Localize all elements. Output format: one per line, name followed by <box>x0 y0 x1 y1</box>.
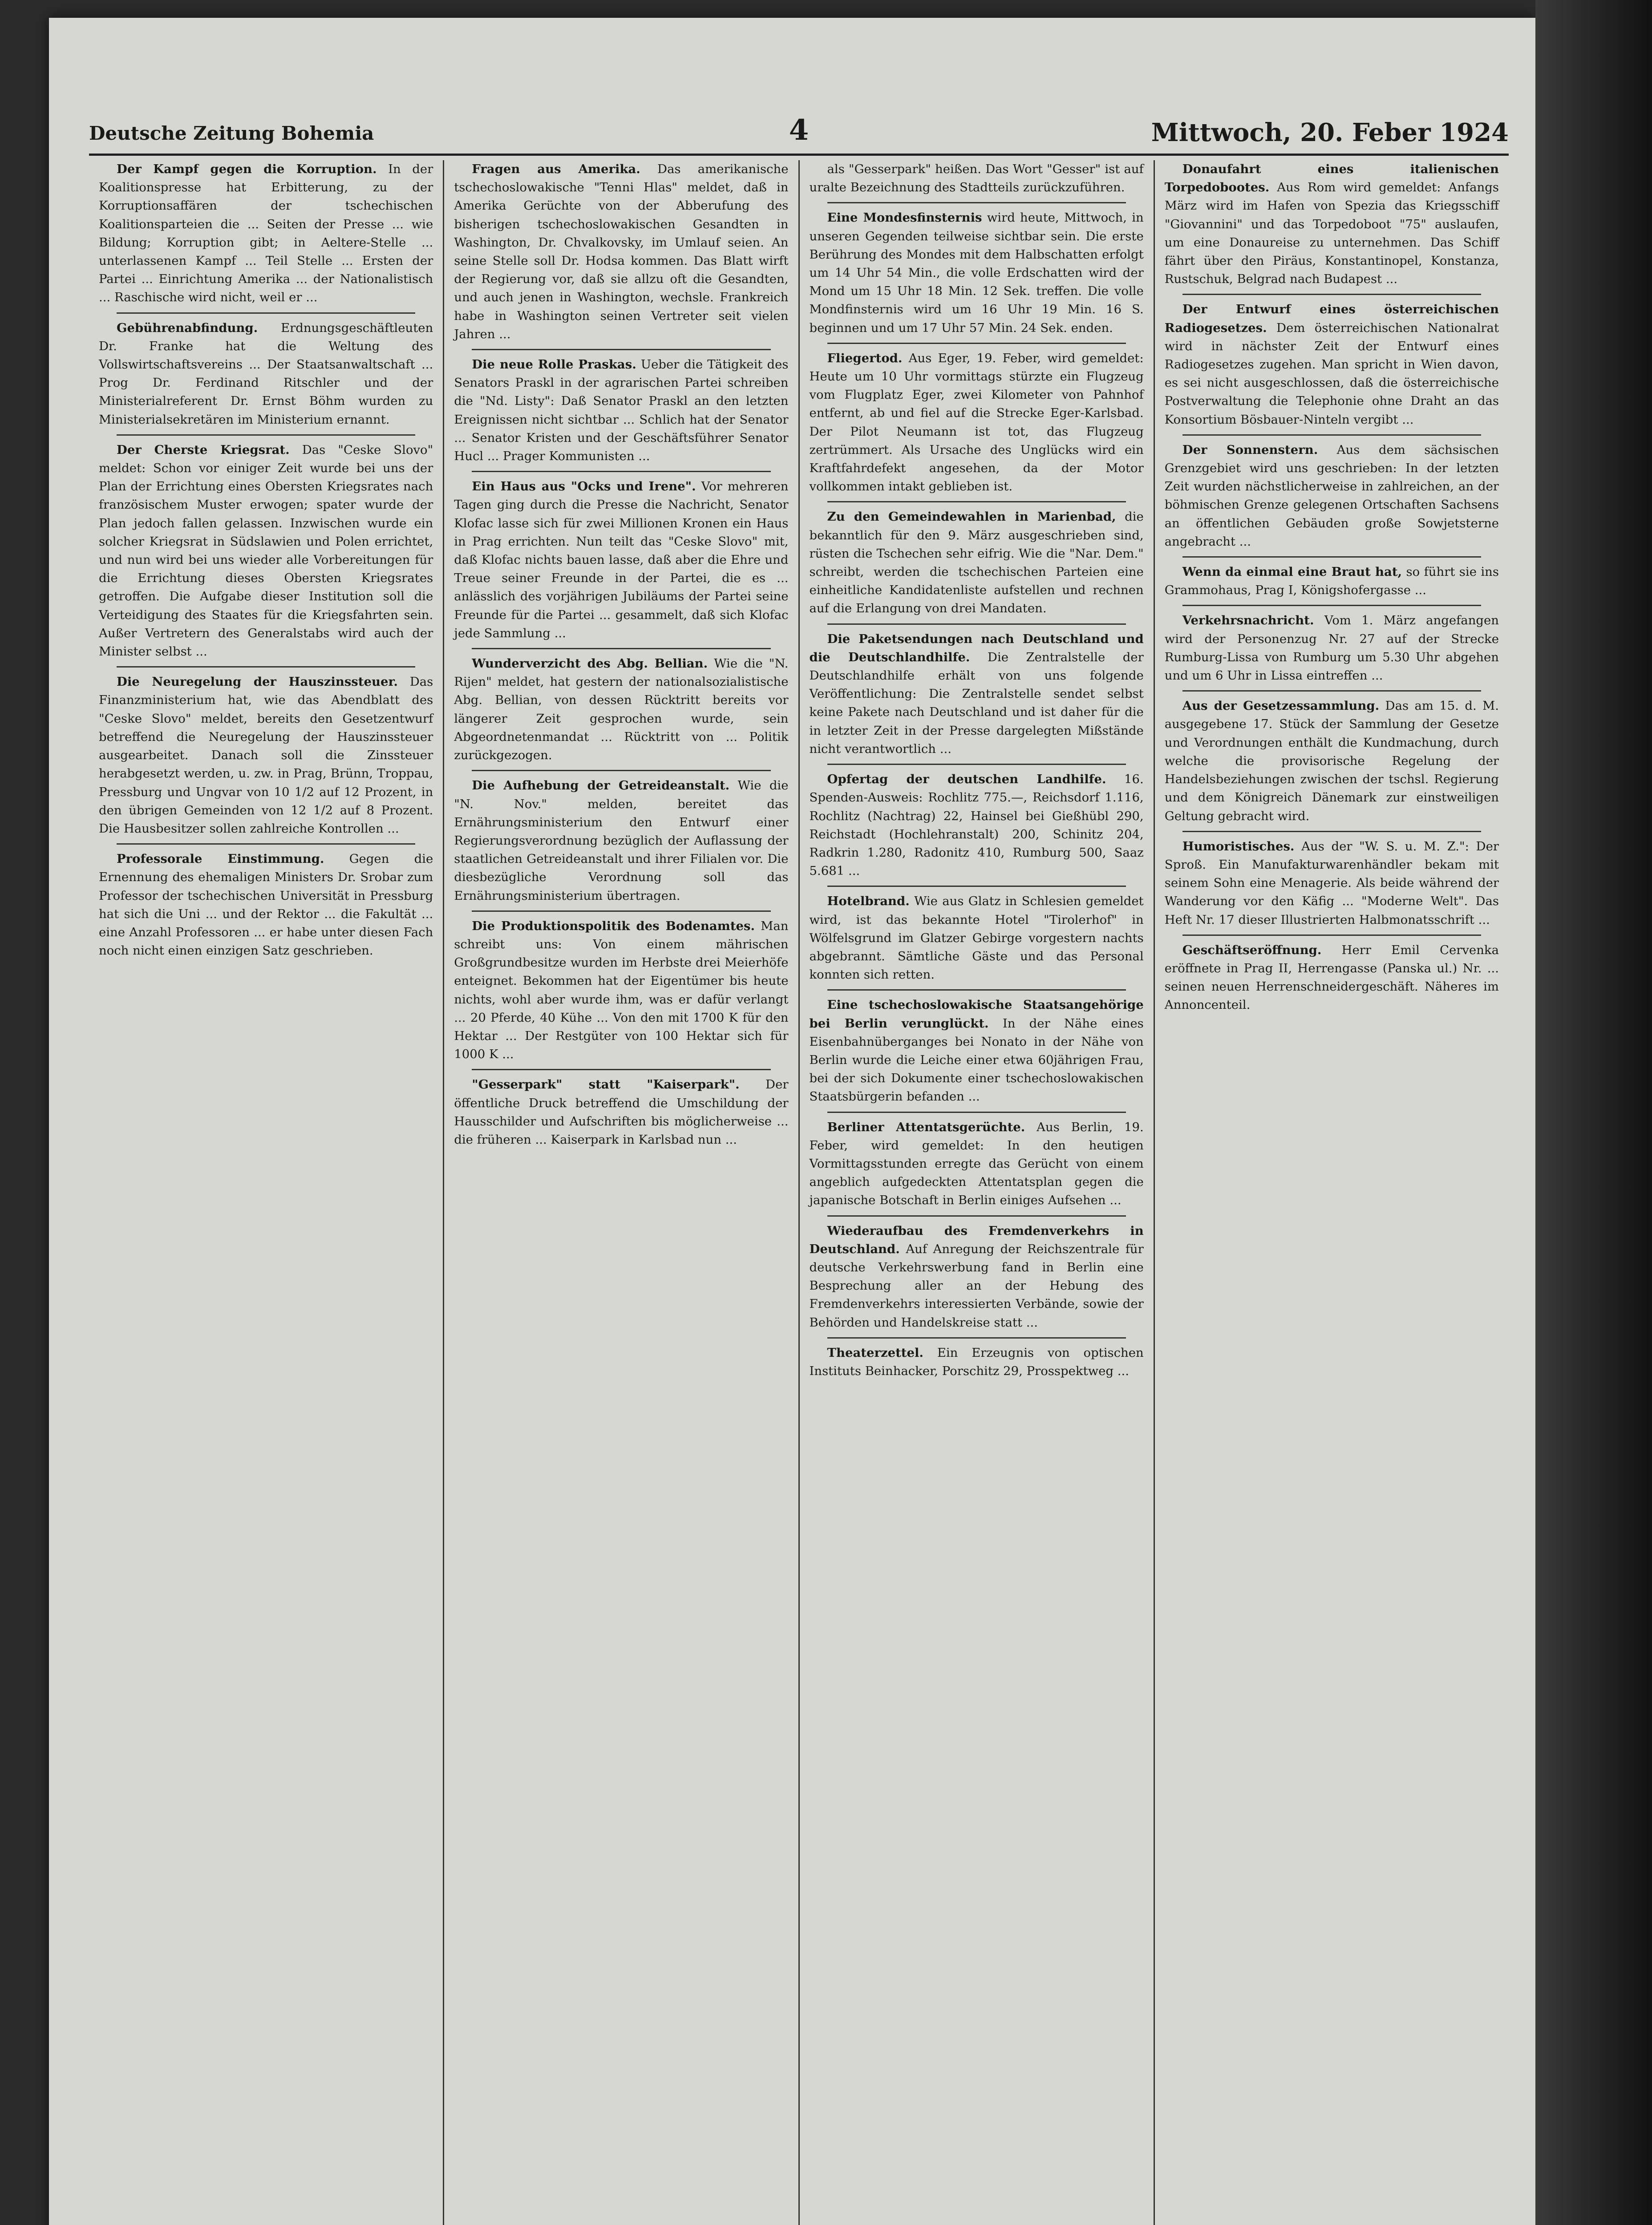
article-divider <box>827 202 1126 203</box>
article-body: Gegen die Ernennung des ehemaligen Ministers Dr. Srobar zum Professor der tschechischen Universität in Pressburg hat sich die Uni ... und der Rektor ... die Fakultät ... eine Anzahl Professoren ... er habe unter diesen Fach noch nicht einen einzigen Satz geschrieben. <box>99 852 433 958</box>
article-body: Man schreibt uns: Von einem mährischen Großgrundbesitze wurden im Herbste drei Meierhöfe enteignet. Bekommen hat der Eigentümer bis heute nichts, wohl aber wurde ihm, was er dafür verlangt ... 20 Pferde, 40 Kühe ... Von den mit 1700 K für den Hektar ... Der Restgüter von 100 Hektar sich für 1000 K ... <box>454 918 789 1062</box>
article-headline: Geschäftseröffnung. <box>1182 943 1322 957</box>
article-divider <box>1182 556 1481 558</box>
article-body: als "Gesserpark" heißen. Das Wort "Gesser" ist auf uralte Bezeichnung des Stadtteils zurückzuführen. <box>809 162 1144 195</box>
article <box>810 1118 1144 1210</box>
article-body: die bekanntlich für den 9. März ausgeschrieben sind, rüsten die Tschechen sehr eifrig. Wie die "Nar. Dem." schreibt, werden die tschechischen Parteien eine einheitliche Kandidatenliste aufstellen und rechnen auf die Erlangung von drei Mandaten. <box>809 510 1144 616</box>
article-headline: "Gesserpark" statt "Kaiserpark". <box>472 1077 740 1092</box>
article <box>454 917 788 1064</box>
article-body: Vor mehreren Tagen ging durch die Presse die Nachricht, Senator Klofac lasse sich für zwei Millionen Kronen ein Haus in Prag errichten. Nun teilt das "Ceske Slovo" mit, daß Klofac nichts bauen lasse, daß aber die Ehre und Treue seiner Freunde in der Partei, die es ... anlässlich des vorjährigen Jubiläums der Partei seine Freunde für die Partei ... gesammelt, daß sich Klofac jede Sammlung ... <box>454 479 789 640</box>
article-headline: Der Entwurf eines österreichischen Radiogesetzes. <box>1164 302 1499 335</box>
article-divider <box>1182 294 1481 295</box>
column-1 <box>89 160 444 2225</box>
article-headline: Ein Haus aus "Ocks und Irene". <box>472 479 696 494</box>
article-divider <box>117 666 415 668</box>
article-headline: Die Produktionspolitik des Bodenamtes. <box>472 918 755 933</box>
article-body: Auf Anregung der Reichszentrale für deutsche Verkehrswerbung fand in Berlin eine Besprechung aller an der Hebung des Fremdenverkehrs interessierten Verbände, sowie der Behörden und Handelskreise statt ... <box>809 1242 1144 1330</box>
article-headline: Die Neuregelung der Hauszinssteuer. <box>117 675 398 689</box>
article-headline: Opfertag der deutschen Landhilfe. <box>827 772 1106 787</box>
article <box>1165 441 1499 551</box>
scan-edge <box>1535 0 1652 2225</box>
page-header <box>89 113 1509 156</box>
article-headline: Wiederaufbau des Fremdenverkehrs in Deutschland. <box>809 1223 1144 1256</box>
article <box>1165 563 1499 599</box>
article-headline: Zu den Gemeindewahlen in Marienbad, <box>827 510 1116 524</box>
article-headline: Der Kampf gegen die Korruption. <box>117 162 377 176</box>
article-body: Aus Rom wird gemeldet: Anfangs März wird im Hafen von Spezia das Kriegsschiff "Giovannini" und das Torpedoboot "75" auslaufen, um eine Donaureise zu unternehmen. Das Schiff fährt über den Piräus, Konstantinopel, Konstanza, Rustschuk, Belgrad nach Budapest ... <box>1164 180 1499 287</box>
article-divider <box>1182 690 1481 692</box>
column-3 <box>800 160 1155 2225</box>
article-body: Herr Emil Cervenka eröffnete in Prag II, Herrengasse (Panska ul.) Nr. ... seinen neuen Herrenschneidergeschäft. Näheres im Annoncenteil. <box>1164 943 1499 1012</box>
article-body: Das amerikanische tschechoslowakische "Tenni Hlas" meldet, daß in Amerika Gerüchte von der Abberufung des bisherigen tschechoslowakischen Gesandten in Washington, Dr. Chvalkovsky, im Umlauf seien. An seine Stelle soll Dr. Hodsa kommen. Das Blatt wirft der Regierung vor, daß sie allzu oft die Gesandten, und auch jenen in Washington, wechsle. Frankreich habe in Washington seinen Vertreter seit vielen Jahren ... <box>454 162 789 341</box>
article-headline: Verkehrsnachricht. <box>1182 613 1314 628</box>
article-body: Die Zentralstelle der Deutschlandhilfe erhält von uns folgende Veröffentlichung: Die Zentralstelle sendet selbst keine Pakete nach Deutschland und ist daher für die in letzter Zeit in der Presse dargelegten Mißstände nicht verantwortlich ... <box>809 650 1144 756</box>
article-divider <box>472 471 770 472</box>
article-body: Vom 1. März angefangen wird der Personenzug Nr. 27 auf der Strecke Rumburg-Lissa von Rumburg um 5.30 Uhr abgehen und um 6 Uhr in Lissa eintreffen ... <box>1164 613 1499 683</box>
article-divider <box>117 434 415 436</box>
article <box>1165 300 1499 429</box>
article-headline: Eine tschechoslowakische Staatsangehörige bei Berlin verunglückt. <box>809 998 1144 1031</box>
article <box>454 777 788 905</box>
column-4 <box>1155 160 1509 2225</box>
article-body: 16. Spenden-Ausweis: Rochlitz 775.—, Reichsdorf 1.116, Rochlitz (Nachtrag) 22, Hainsel bei Gießhübl 290, Reichstadt (Hochlehranstalt) 200, Schinitz 204, Radkrin 1.280, Radonitz 410, Rumburg 500, Saaz 5.681 ... <box>809 772 1144 878</box>
article <box>454 477 788 643</box>
newspaper-page <box>49 18 1535 2225</box>
article <box>810 160 1144 197</box>
article <box>810 1344 1144 1380</box>
article <box>810 996 1144 1106</box>
article-body: Aus dem sächsischen Grenzgebiet wird uns geschrieben: In der letzten Zeit wurden nächstlicherweise in zahlreichen, an der böhmischen Grenze gelegenen Ortschaften Sachsens an öffentlichen Gebäuden große Sowjetsterne angebracht ... <box>1164 442 1499 549</box>
article <box>810 508 1144 618</box>
article-divider <box>472 770 770 771</box>
article-headline: Fragen aus Amerika. <box>472 162 640 176</box>
article-body: Dem österreichischen Nationalrat wird in nächster Zeit der Entwurf eines Radiogesetzes zugehen. Man spricht in Wien davon, es sei nicht ausgeschlossen, daß die österreichische Postverwaltung die Telephonie ohne Draht an das Konsortium Bösbauer-Ninteln vergibt ... <box>1164 320 1499 427</box>
article-headline: Wunderverzicht des Abg. Bellian. <box>472 656 708 671</box>
issue-date: Mittwoch, 20. Feber 1924 <box>1151 118 1509 147</box>
article-divider <box>472 910 770 912</box>
article-headline: Die Paketsendungen nach Deutschland und die Deutschlandhilfe. <box>809 631 1144 664</box>
article <box>1165 697 1499 825</box>
article-headline: Hotelbrand. <box>827 894 910 909</box>
column-2 <box>444 160 799 2225</box>
article-body: Aus Berlin, 19. Feber, wird gemeldet: In den heutigen Vormittagsstunden erregte das Gerücht von einem angeblich aufgedeckten Attentatsplan gegen die japanische Botschaft in Berlin einiges Aufsehen ... <box>809 1120 1144 1208</box>
article-body: Erdnungsgeschäftleuten Dr. Franke hat die Weltung des Vollswirtschaftsvereins ... Der Staatsanwaltschaft ... Prog Dr. Ferdinand Ritschler und der Ministerialreferent Dr. Ernst Böhm wurden zu Ministerialsekretären im Ministerium ernannt. <box>99 320 433 427</box>
article-divider <box>827 1215 1126 1217</box>
article-body: Der öffentliche Druck betreffend die Umschildung der Hausschilder und Aufschriften bis möglicherweise ... die früheren ... Kaiserpark in Karlsbad nun ... <box>454 1077 789 1147</box>
article-headline: Die Aufhebung der Getreideanstalt. <box>472 778 730 793</box>
article-divider <box>472 648 770 649</box>
article <box>454 1076 788 1149</box>
article-headline: Donaufahrt eines italienischen Torpedobootes. <box>1164 162 1499 195</box>
article <box>1165 611 1499 685</box>
article-body: wird heute, Mittwoch, in unseren Gegenden teilweise sichtbar sein. Die erste Berührung des Mondes mit dem Halbschatten erfolgt um 14 Uhr 54 Min., die volle Erdschatten wird der Mond um 15 Uhr 18 Min. 12 Sek. treffen. Die volle Mondfinsternis wird um 16 Uhr 19 Min. 16 S. beginnen und um 17 Uhr 57 Min. 24 Sek. enden. <box>809 210 1144 335</box>
article <box>454 655 788 765</box>
article-body: In der Koalitionspresse hat Erbitterung, zu der Korruptionsaffären der tschechischen Koalitionsparteien die ... Seiten der Presse ... wie Bildung; Korruption gibt; in Aeltere-Stelle ... unterlassenen Kampf ... Teil Stelle ... Ersten der Partei ... Einrichtung Amerika ... der Nationalistisch ... Raschische wird nicht, weil er ... <box>99 162 433 305</box>
article-headline: Humoristisches. <box>1182 839 1295 854</box>
article <box>810 1222 1144 1332</box>
article <box>810 770 1144 880</box>
article <box>810 349 1144 496</box>
article-divider <box>827 989 1126 991</box>
article-divider <box>827 501 1126 502</box>
article <box>810 209 1144 337</box>
article <box>454 356 788 465</box>
article-headline: Gebührenabfindung. <box>117 320 258 335</box>
article <box>99 160 433 307</box>
article-headline: Professorale Einstimmung. <box>117 852 324 866</box>
text-columns <box>89 160 1509 2225</box>
article-body: Ueber die Tätigkeit des Senators Praskl in der agrarischen Partei schreiben die "Nd. Listy": Daß Senator Praskl an den letzten Ereignissen nicht sichtbar ... Schlich hat der Senator ... Senator Kristen und der Geschäftsführer Senator Hucl ... Prager Kommunisten ... <box>454 357 789 464</box>
article-headline: Aus der Gesetzessammlung. <box>1182 699 1380 713</box>
article <box>99 441 433 661</box>
article-divider <box>1182 434 1481 436</box>
masthead: Deutsche Zeitung Bohemia <box>89 122 374 144</box>
article-headline: Der Sonnenstern. <box>1182 442 1318 457</box>
article-body: Aus der "W. S. u. M. Z.": Der Sproß. Ein Manufakturwarenhändler bekam mit seinem Sohn eine Menagerie. Als beide während der Wanderung vor den Käfig ... "Moderne Welt". Das Heft Nr. 17 dieser Illustrierten Halbmonatsschrift ... <box>1164 839 1499 927</box>
article <box>99 673 433 838</box>
article-body: Wie aus Glatz in Schlesien gemeldet wird, ist das bekannte Hotel "Tirolerhof" in Wölfelsgrund im Glatzer Gebirge vorgestern nachts abgebrannt. Sämtliche Gäste und das Personal konnten sich retten. <box>809 894 1144 982</box>
article-headline: Fliegertod. <box>827 351 903 365</box>
article-body: Aus Eger, 19. Feber, wird gemeldet: Heute um 10 Uhr vormittags stürzte ein Flugzeug vom Flugplatz Eger, zwei Kilometer von Pahnhof entfernt, ab und fiel auf die Strecke Eger-Karlsbad. Der Pilot Neumann ist tot, das Flugzeug zertrümmert. Als Ursache des Unglücks wird ein Kraftfahrdefekt angesehen, da der Motor vollkommen intakt geblieben ist. <box>809 351 1144 494</box>
article-body: Wie die "N. Nov." melden, bereitet das Ernährungsministerium den Entwurf einer Regierungsverordnung bezüglich der Auflassung der staatlichen Getreideanstalt und ihrer Filialen vor. Die diesbezügliche Verordnung soll das Ernährungsministerium übertragen. <box>454 778 789 903</box>
article <box>1165 160 1499 288</box>
article-divider <box>472 349 770 350</box>
article <box>810 630 1144 758</box>
article <box>1165 941 1499 1015</box>
article-divider <box>117 312 415 314</box>
article <box>99 850 433 960</box>
article-headline: Die neue Rolle Praskas. <box>472 357 636 372</box>
article-body: so führt sie ins Grammohaus, Prag I, Königshofergasse ... <box>1164 565 1499 598</box>
article-divider <box>827 623 1126 625</box>
article-headline: Theaterzettel. <box>827 1345 923 1360</box>
article-body: In der Nähe eines Eisenbahnüberganges bei Nonato in der Nähe von Berlin wurde die Leiche einer etwa 60jährigen Frau, bei der sich Dokumente einer tschechoslowakischen Staatsbürgerin befanden ... <box>809 1016 1144 1104</box>
article-divider <box>1182 831 1481 832</box>
article-divider <box>827 764 1126 765</box>
article <box>454 160 788 344</box>
article-body: Das "Ceske Slovo" meldet: Schon vor einiger Zeit wurde bei uns der Plan der Errichtung eines Obersten Kriegsrates nach französischem Muster erwogen; spater wurde der Plan jedoch fallen gelassen. Inzwischen wurde ein solcher Kriegsrat in Südslawien und Polen errichtet, und nun wird bei uns wieder alle Vorbereitungen für die Errichtung dieses Obersten Kriegsrates getroffen. Die Aufgabe dieser Institution soll die Verteidigung des Staates für die Kriegsfahrten sein. Außer Vertretern des Generalstabs wird auch der Minister selbst ... <box>99 442 433 659</box>
article-body: Das Finanzministerium hat, wie das Abendblatt des "Ceske Slovo" meldet, bereits den Gesetzentwurf betreffend die Neuregelung der Hauszinssteuer ausgearbeitet. Danach soll die Zinssteuer herabgesetzt werden, u. zw. in Prag, Brünn, Troppau, Pressburg und Ungvar von 10 1/2 auf 12 Prozent, in den übrigen Gemeinden von 12 1/2 auf 8 Prozent. Die Hausbesitzer sollen zahlreiche Kontrollen ... <box>99 675 433 836</box>
article-divider <box>827 886 1126 887</box>
article-headline: Berliner Attentatsgerüchte. <box>827 1120 1025 1134</box>
article-divider <box>827 1112 1126 1113</box>
article-body: Ein Erzeugnis von optischen Instituts Beinhacker, Porschitz 29, Prosspektweg ... <box>809 1345 1144 1378</box>
page-number: 4 <box>789 113 809 147</box>
article-body: Wie die "N. Rijen" meldet, hat gestern der nationalsozialistische Abg. Bellian, von dessen Rücktritt bereits vor längerer Zeit gesprochen wurde, sein Abgeordnetenmandat ... Rücktritt von ... Politik zurückgezogen. <box>454 656 789 763</box>
article-headline: Wenn da einmal eine Braut hat, <box>1182 565 1402 579</box>
article-headline: Der Cherste Kriegsrat. <box>117 442 290 457</box>
article-divider <box>827 1337 1126 1339</box>
article-divider <box>117 843 415 845</box>
article-divider <box>827 343 1126 344</box>
article <box>99 319 433 429</box>
article-divider <box>1182 934 1481 936</box>
article-headline: Eine Mondesfinsternis <box>827 210 982 225</box>
article-body: Das am 15. d. M. ausgegebene 17. Stück der Sammlung der Gesetze und Verordnungen enthält die Kundmachung, durch welche die provisorische Regelung der Handelsbeziehungen zwischen der tschsl. Regierung und dem Königreich Dänemark zur einstweiligen Geltung gebracht wird. <box>1164 699 1499 823</box>
article-divider <box>472 1069 770 1070</box>
article <box>810 892 1144 984</box>
article-divider <box>1182 605 1481 606</box>
article <box>1165 837 1499 929</box>
